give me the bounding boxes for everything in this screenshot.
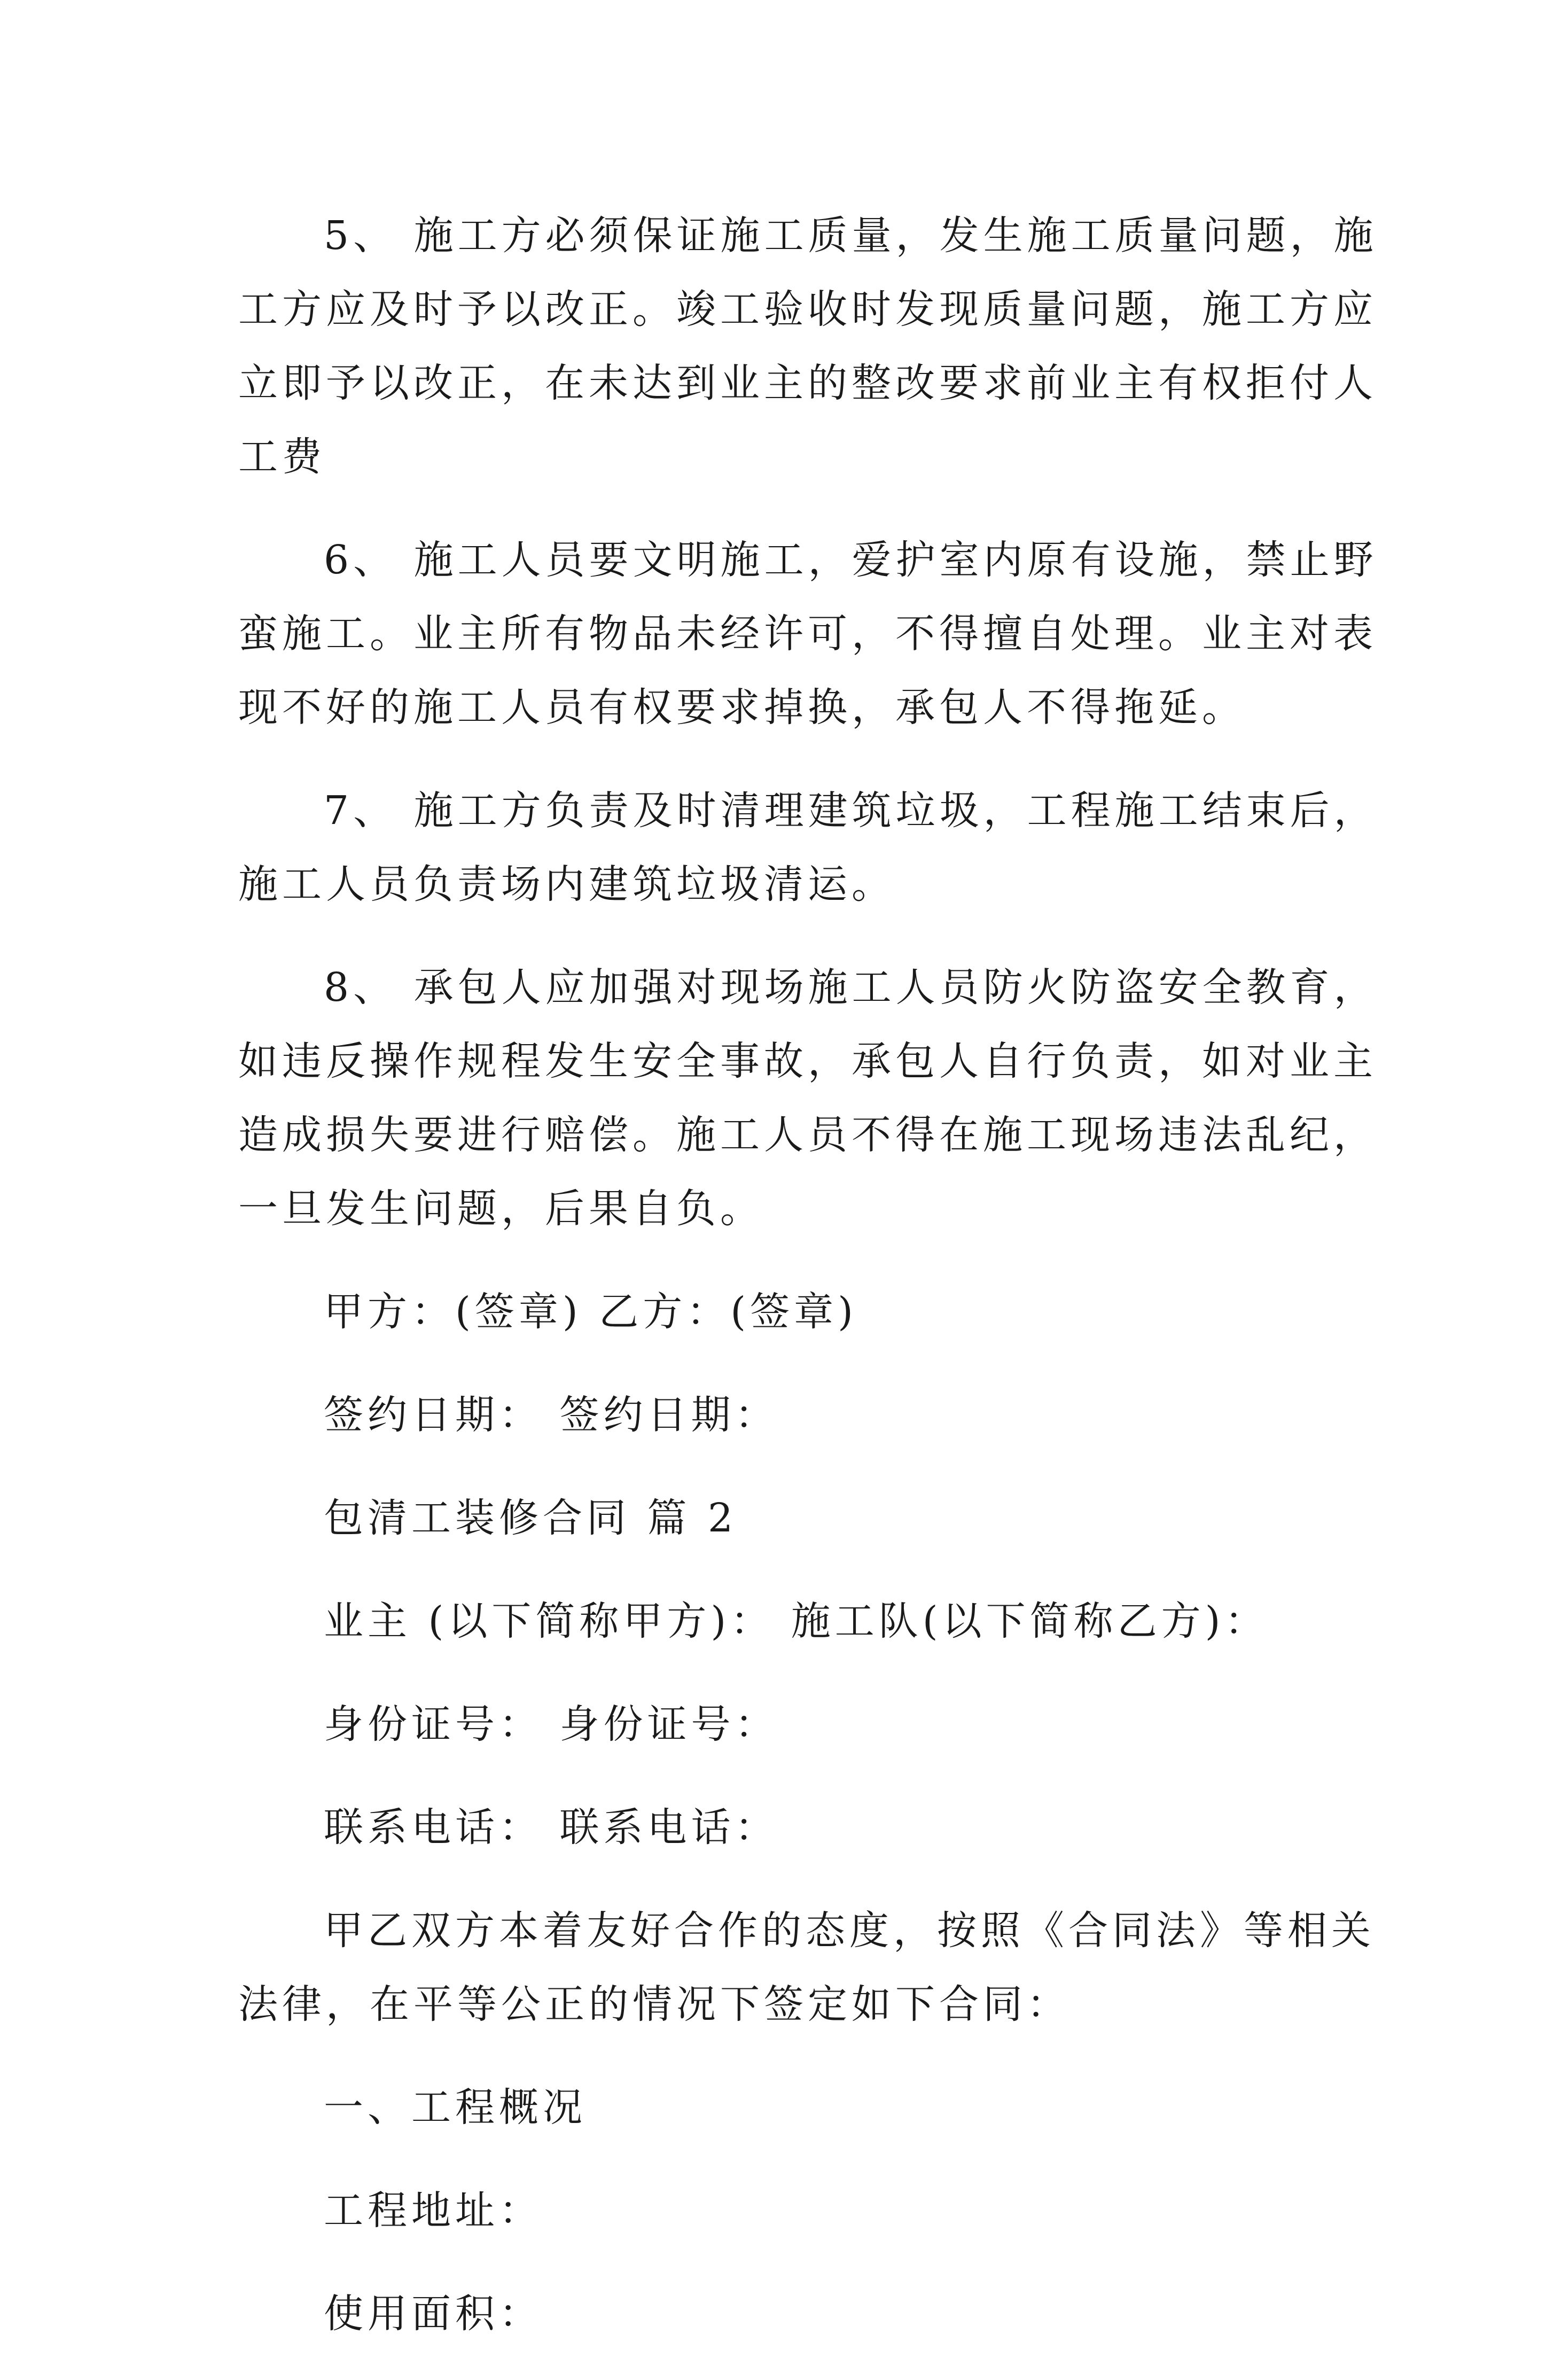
phone-fields: 联系电话： 联系电话： — [324, 1805, 779, 1850]
signature-dates: 签约日期： 签约日期： — [324, 1392, 779, 1438]
clause-5-line-2: 工方应及时予以改正。竣工验收时发现质量问题，施工方应 — [238, 286, 1377, 332]
clause-8 — [238, 951, 1378, 1246]
clause-8-line-1: 8、 承包人应加强对现场施工人员防火防盗安全教育， — [324, 965, 1378, 1010]
clause-7-line-1: 7、 施工方负责及时清理建筑垃圾，工程施工结束后， — [324, 788, 1378, 834]
preamble-line-2: 法律，在平等公正的情况下签定如下合同： — [238, 1981, 1071, 2027]
clause-6-line-3: 现不好的施工人员有权要求掉换，承包人不得拖延。 — [238, 685, 1246, 730]
clause-6-line-1: 6、 施工人员要文明施工，爱护室内原有设施，禁止野 — [324, 537, 1378, 583]
usable-area-label: 使用面积： — [324, 2291, 543, 2337]
project-address-label: 工程地址： — [324, 2188, 543, 2234]
clause-6-line-2: 蛮施工。业主所有物品未经许可，不得擅自处理。业主对表 — [238, 611, 1377, 657]
clause-8-line-4: 一旦发生问题，后果自负。 — [238, 1186, 764, 1232]
id-number-fields: 身份证号： 身份证号： — [324, 1701, 779, 1747]
clause-7 — [238, 774, 1378, 921]
document-body — [238, 199, 1378, 2380]
clause-5 — [238, 199, 1378, 494]
signature-parties: 甲方：(签章) 乙方：(签章) — [324, 1289, 858, 1335]
contract-2-parties: 业主 (以下简称甲方)： 施工队(以下简称乙方)： — [324, 1598, 1269, 1644]
section-1-heading: 一、工程概况 — [324, 2085, 587, 2130]
clause-5-line-4: 工费 — [238, 434, 326, 480]
clause-5-line-1: 5、 施工方必须保证施工质量，发生施工质量问题，施 — [324, 213, 1378, 259]
preamble — [238, 1894, 1375, 2041]
clause-6 — [238, 523, 1378, 744]
contract-2-title: 包清工装修合同 篇 2 — [324, 1495, 738, 1541]
clause-8-line-2: 如违反操作规程发生安全事故，承包人自行负责，如对业主 — [238, 1038, 1377, 1084]
clause-7-line-2: 施工人员负责场内建筑垃圾清运。 — [238, 861, 895, 907]
preamble-line-1: 甲乙双方本着友好合作的态度，按照《合同法》等相关 — [324, 1908, 1375, 1954]
clause-8-line-3: 造成损失要进行赔偿。施工人员不得在施工现场违法乱纪， — [238, 1112, 1377, 1158]
clause-5-line-3: 立即予以改正，在未达到业主的整改要求前业主有权拒付人 — [238, 360, 1377, 406]
